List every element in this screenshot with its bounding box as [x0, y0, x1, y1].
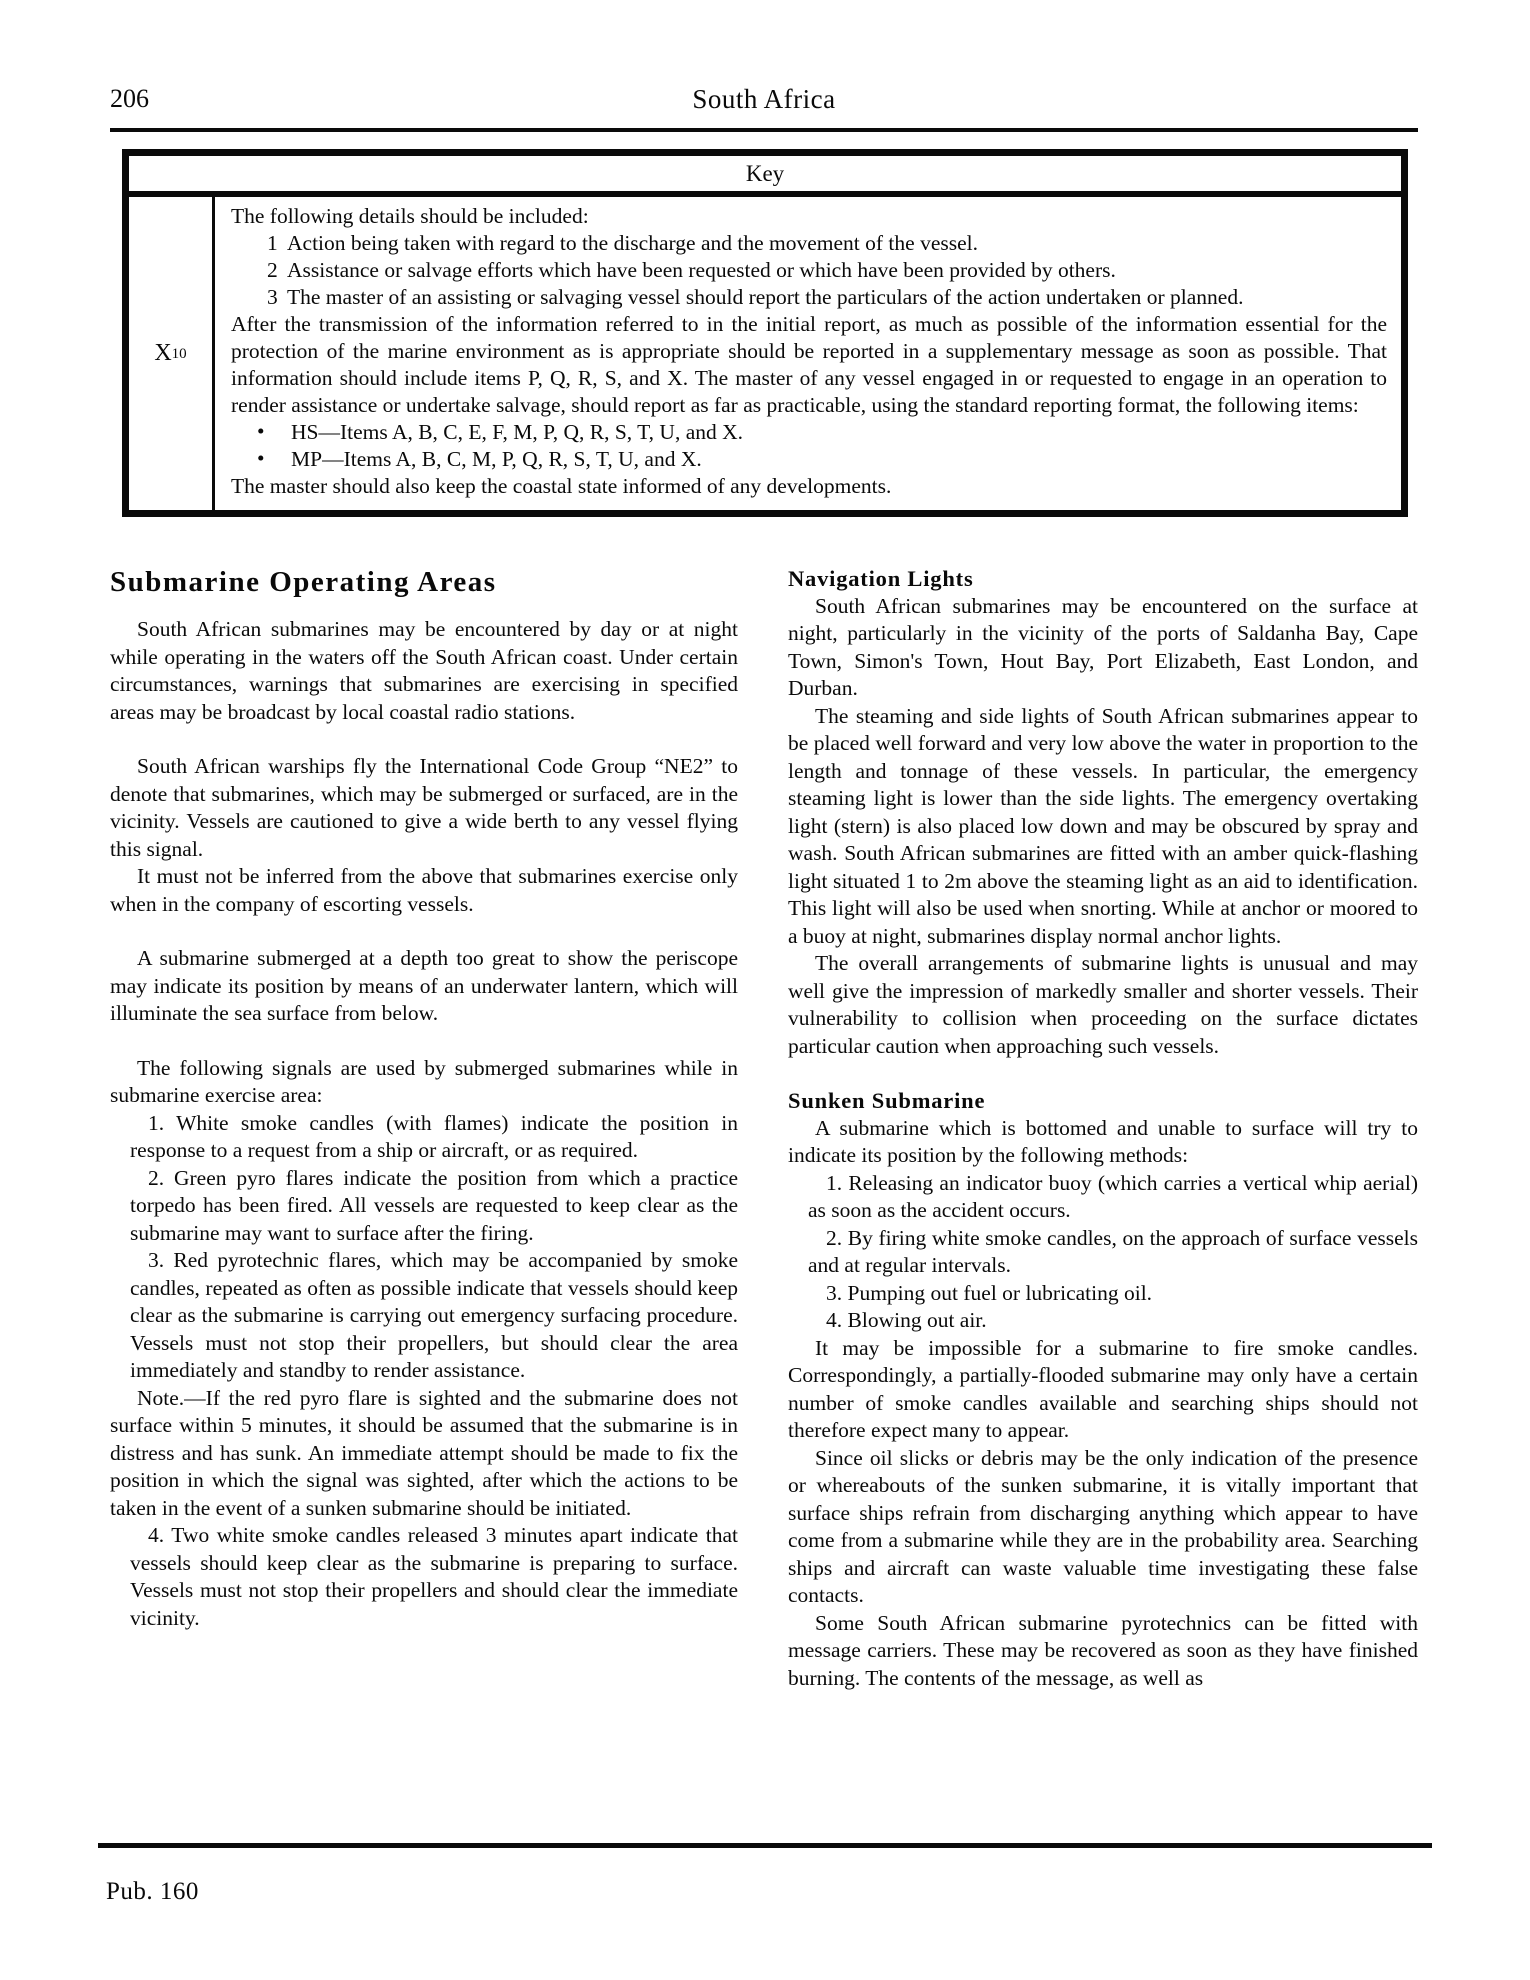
right-column [788, 565, 1418, 1692]
bullet-text: HS—Items A, B, C, E, F, M, P, Q, R, S, T, U, and X. [291, 420, 744, 444]
paragraph: It must not be inferred from the above that submarines exercise only when in the company of escorting vessels. [110, 864, 738, 916]
paragraph: South African submarines may be encountered on the surface at night, particularly in the vicinity of the ports of Saldanha Bay, Cape Town, Simon's Town, Hout Bay, Port Elizabeth, East London, and Durban. [788, 593, 1418, 700]
bullet-item [257, 446, 1387, 473]
key-table-header: Key [129, 156, 1401, 197]
item-text: Assistance or salvage efforts which have been requested or which have been provided by others. [287, 258, 1116, 282]
footer-rule [98, 1843, 1432, 1848]
item-number: 2 [267, 258, 278, 282]
page-footer [98, 1843, 1432, 1906]
paragraph: The following signals are used by submerged submarines while in submarine exercise area: [110, 1055, 738, 1107]
numbered-item [267, 284, 1387, 311]
numbered-item: 2. Green pyro flares indicate the position from which a practice torpedo has been fired. All vessels are requested to keep clear as the submarine may want to surface after the firing. [130, 1165, 738, 1245]
item-text: The master of an assisting or salvaging vessel should report the particulars of the action undertaken or planned. [287, 285, 1244, 309]
page-number: 206 [110, 84, 149, 113]
item-number: 1 [267, 231, 278, 255]
paragraph: Some South African submarine pyrotechnics can be fitted with message carriers. These may be recovered as soon as they have finished burning. The contents of the message, as well as [788, 1610, 1418, 1690]
left-column [110, 565, 738, 1692]
paragraph: South African warships fly the International Code Group “NE2” to denote that submarines, which may be submerged or surfaced, are in the vicinity. Vessels are cautioned to give a wide berth to any vessel flying this signal. [110, 754, 738, 861]
subsection-heading: Sunken Submarine [788, 1088, 986, 1113]
key-row-label: X 10 [129, 197, 215, 510]
bullet-icon: • [257, 446, 265, 470]
item-number: 3 [267, 285, 278, 309]
numbered-item: 1. White smoke candles (with flames) indicate the position in response to a request from a ship or aircraft, or as required. [130, 1110, 738, 1162]
numbered-item [267, 230, 1387, 257]
numbered-item: 2. By firing white smoke candles, on the approach of surface vessels and at regular intervals. [808, 1225, 1418, 1277]
item-text: Action being taken with regard to the discharge and the movement of the vessel. [287, 231, 978, 255]
paragraph: Since oil slicks or debris may be the only indication of the presence or whereabouts of the sunken submarine, it is vitally important that surface ships refrain from discharging anything which appear to have come from a submarine while they are in the probability area. Searching ships and aircraft can waste valuable time investigating these false contacts. [788, 1445, 1418, 1607]
paragraph: It may be impossible for a submarine to fire smoke candles. Correspondingly, a partially-flooded submarine may only have a certain number of smoke candles available and searching ships should not therefore expect many to appear. [788, 1335, 1418, 1442]
subsection-heading: Navigation Lights [788, 566, 974, 591]
numbered-item: 3. Red pyrotechnic flares, which may be accompanied by smoke candles, repeated as often as possible indicate that vessels should keep clear as the submarine is carrying out emergency surfacing procedure. Vessels must not stop their propellers, but should clear the area immediately and standby to render assistance. [130, 1248, 738, 1382]
header-rule [110, 128, 1418, 132]
numbered-item: 3. Pumping out fuel or lubricating oil. [826, 1280, 1153, 1305]
paragraph: The overall arrangements of submarine lights is unusual and may well give the impression of markedly smaller and shorter vessels. Their vulnerability to collision when proceeding on the surface dictates particular caution when approaching such vessels. [788, 951, 1418, 1058]
paragraph: A submarine which is bottomed and unable to surface will try to indicate its position by the following methods: [788, 1115, 1418, 1167]
paragraph: A submarine submerged at a depth too great to show the periscope may indicate its position by means of an underwater lantern, which will illuminate the sea surface from below. [110, 946, 738, 1025]
key-table [122, 149, 1408, 517]
key-closing-line: The master should also keep the coastal state informed of any developments. [231, 474, 892, 498]
key-row-content [215, 197, 1401, 510]
bullet-text: MP—Items A, B, C, M, P, Q, R, S, T, U, and X. [291, 447, 702, 471]
bullet-item [257, 419, 1387, 446]
two-column-body [110, 565, 1418, 1692]
key-paragraph: After the transmission of the information referred to in the initial report, as much as possible of the information essential for the protection of the marine environment as is appropriate should be reported in a supplementary message as soon as possible. That information should include items P, Q, R, S, and X. The master of any vessel engaged in or requested to engage in an operation to render assistance or undertake salvage, should report as far as practicable, using the standard reporting format, the following items: [231, 312, 1387, 417]
footer-pub-number: Pub. 160 [106, 1878, 199, 1905]
bullet-icon: • [257, 419, 265, 443]
paragraph: South African submarines may be encountered by day or at night while operating in the waters off the South African coast. Under certain circumstances, warnings that submarines are exercising in specified areas may be broadcast by local coastal radio stations. [110, 617, 738, 724]
numbered-item: 4. Two white smoke candles released 3 minutes apart indicate that vessels should keep clear as the submarine is preparing to surface. Vessels must not stop their propellers and should clear the immediate vicinity. [130, 1523, 738, 1630]
key-intro-line: The following details should be included: [231, 204, 589, 228]
paragraph: The steaming and side lights of South African submarines appear to be placed well forward and very low above the water in proportion to the length and tonnage of these vessels. In particular, the emergency steaming light is lower than the side lights. The emergency overtaking light (stern) is also placed low down and may be obscured by spray and wash. South African submarines are fitted with an amber quick-flashing light situated 1 to 2m above the steaming light as an aid to identification. This light will also be used when snorting. While at anchor or moored to a buoy at night, submarines display normal anchor lights. [788, 703, 1418, 948]
numbered-item: 1. Releasing an indicator buoy (which carries a vertical whip aerial) as soon as the accident occurs. [808, 1170, 1418, 1222]
numbered-item: 4. Blowing out air. [826, 1308, 987, 1332]
note-paragraph: Note.—If the red pyro flare is sighted and the submarine does not surface within 5 minutes, it should be assumed that the submarine is in distress and has sunk. An immediate attempt should be made to fix the position in which the signal was sighted, after which the actions to be taken in the event of a sunken submarine should be initiated. [110, 1385, 738, 1520]
section-heading: Submarine Operating Areas [110, 566, 497, 598]
key-table-row [129, 197, 1401, 510]
numbered-item [267, 257, 1387, 284]
page-header [110, 0, 1418, 114]
key-row-label-base: X [154, 340, 172, 366]
page-title: South Africa [692, 84, 836, 114]
